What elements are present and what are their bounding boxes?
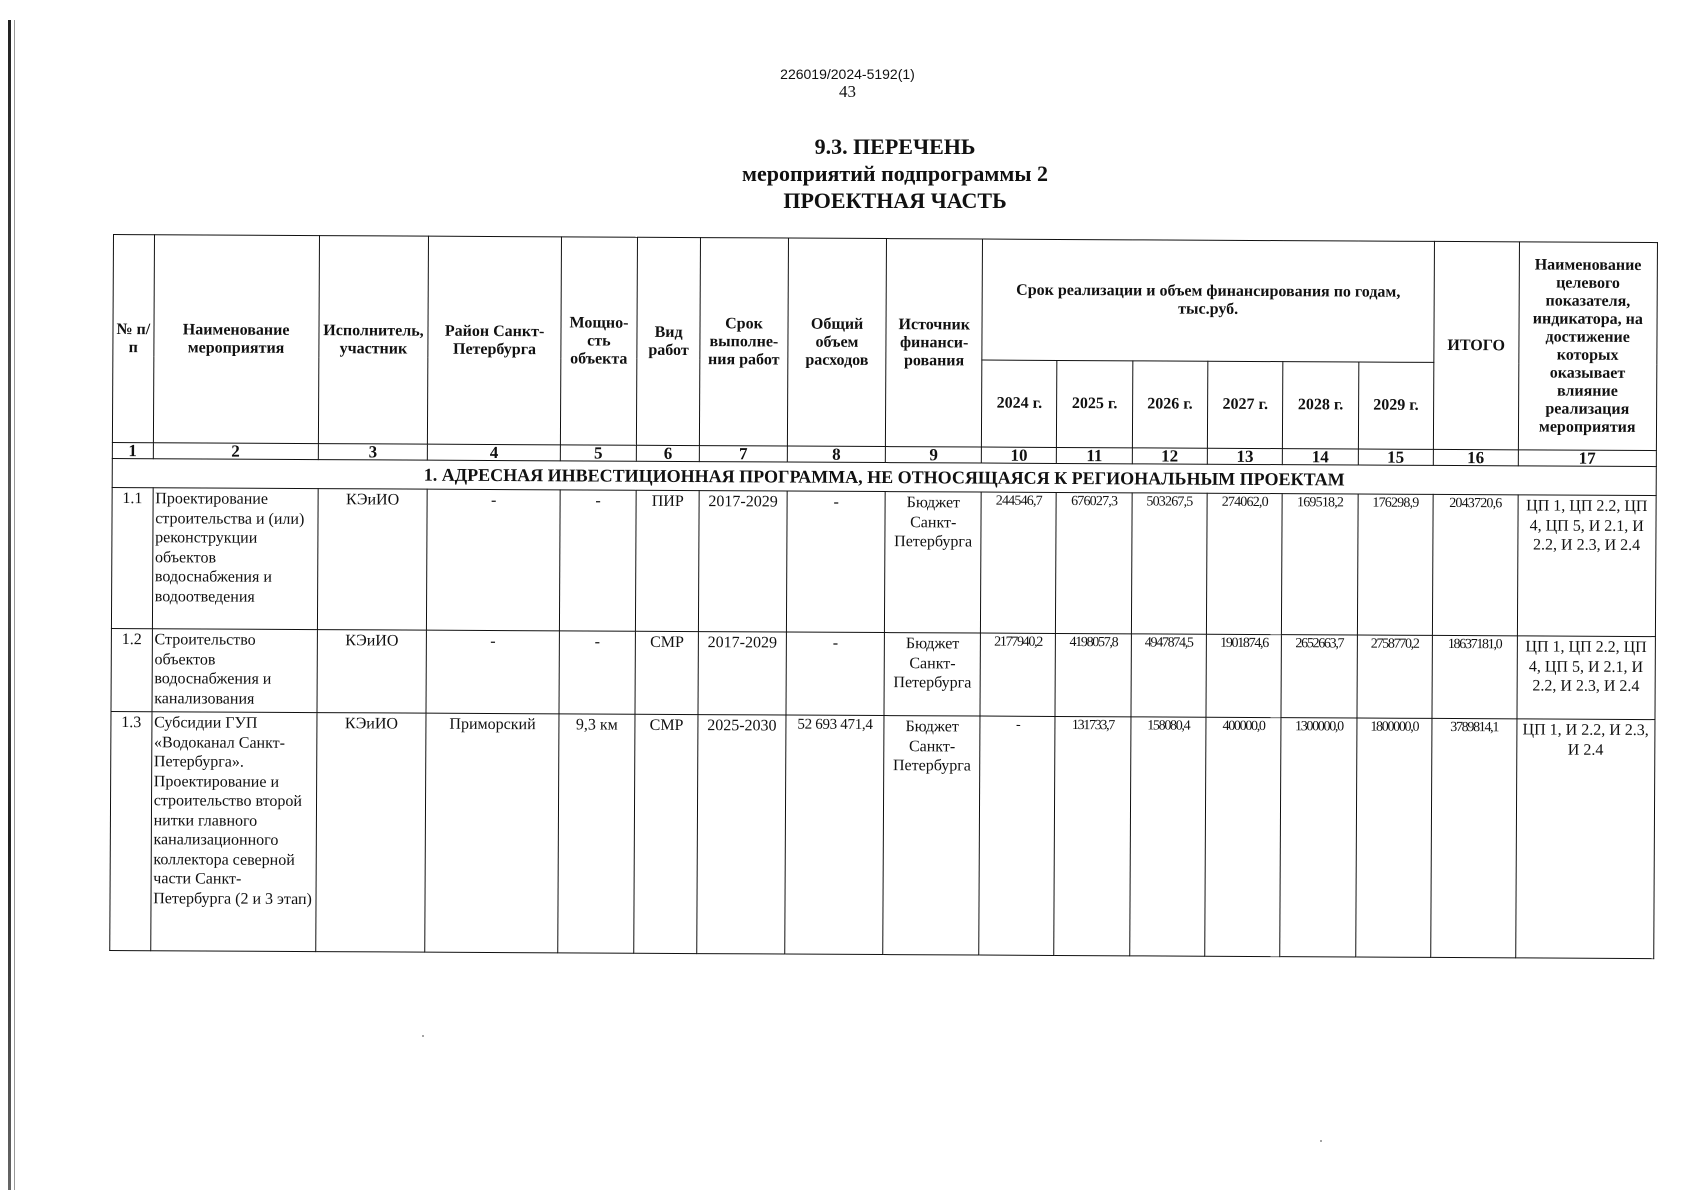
row-year-value: 2758770,2 [1357, 635, 1433, 718]
column-number: 16 [1433, 449, 1518, 465]
document-title [0, 133, 1695, 214]
header-district: Район Санкт-Петербурга [428, 236, 561, 445]
column-number: 3 [318, 444, 428, 461]
row-total-cost: - [786, 491, 885, 633]
column-number: 7 [700, 446, 788, 462]
column-number: 2 [153, 443, 318, 460]
header-row [113, 235, 1658, 364]
row-year-value: 4947874,5 [1131, 634, 1207, 717]
row-term: 2017-2029 [698, 632, 786, 715]
column-number: 8 [787, 446, 886, 463]
row-work-type: СМР [634, 714, 698, 953]
column-number: 10 [981, 447, 1056, 463]
header-source: Источник финанси-рования [886, 239, 983, 447]
row-name: Проектирование строительства и (или) реконструкции объектов водоснабжения и водоотведения [152, 488, 318, 630]
row-year-value: 169518,2 [1282, 494, 1358, 635]
column-number: 12 [1132, 448, 1207, 464]
row-year-value: 2652663,7 [1281, 635, 1357, 718]
row-district: - [427, 489, 560, 631]
row-source: Бюджет Санкт-Петербурга [883, 716, 980, 955]
measures-table [109, 234, 1658, 959]
row-year-value: 158080,4 [1129, 717, 1206, 956]
row-work-type: СМР [635, 631, 699, 714]
row-year-value: 676027,3 [1056, 492, 1132, 633]
header-year: 2027 г. [1207, 361, 1283, 448]
column-number: 9 [886, 447, 982, 464]
row-total: 2043720,6 [1432, 494, 1517, 635]
row-capacity: 9,3 км [558, 714, 636, 953]
header-name: Наименование мероприятия [153, 235, 319, 444]
row-term: 2017-2029 [699, 491, 787, 632]
row-district: - [426, 630, 559, 714]
row-year-value: 4198057,8 [1055, 633, 1131, 716]
title-line-3: ПРОЕКТНАЯ ЧАСТЬ [783, 188, 1007, 213]
header-term: Срок выполне-ния работ [700, 238, 789, 446]
table-row [111, 628, 1655, 719]
row-total: 3789814,1 [1431, 718, 1517, 957]
row-year-value: 131733,7 [1054, 716, 1131, 955]
header-year: 2025 г. [1057, 360, 1133, 447]
row-num: 1.1 [111, 487, 152, 628]
row-name: Строительство объектов водоснабжения и канализования [152, 629, 317, 713]
column-number: 4 [428, 444, 560, 461]
row-indicator: ЦП 1, ЦП 2.2, ЦП 4, ЦП 5, И 2.1, И 2.2, И 2.3, И 2.4 [1516, 636, 1655, 720]
row-num: 1.3 [110, 711, 152, 950]
row-total: 18637181,0 [1432, 635, 1517, 718]
row-source: Бюджет Санкт-Петербурга [885, 492, 981, 633]
row-year-value: 176298,9 [1357, 494, 1433, 635]
row-capacity: - [559, 490, 636, 631]
title-line-2: мероприятий подпрограммы 2 [741, 161, 1049, 186]
row-year-value: 244546,7 [981, 492, 1057, 633]
table-row [111, 487, 1656, 636]
row-year-value: 274062,0 [1206, 493, 1282, 634]
header-total-cost: Общий объем расходов [787, 238, 887, 447]
row-executor: КЭиИО [315, 713, 426, 953]
header-work-type: Вид работ [636, 237, 700, 445]
row-year-value: 2177940,2 [980, 633, 1056, 716]
column-number: 14 [1283, 449, 1358, 465]
row-work-type: ПИР [636, 490, 700, 631]
header-year: 2024 г. [981, 360, 1057, 447]
page-number: 43 [839, 82, 856, 101]
header-year: 2028 г. [1283, 362, 1359, 449]
header-num: № п/п [112, 235, 154, 443]
header-year: 2029 г. [1358, 362, 1434, 449]
header-indicator: Наименование целевого показателя, индикатора, на достижение которых оказывает влияние реализация мероприятия [1518, 242, 1658, 451]
table-row [110, 711, 1655, 958]
column-number: 15 [1358, 449, 1433, 465]
row-year-value: 503267,5 [1131, 493, 1207, 634]
header-executor: Исполнитель, участник [318, 236, 429, 445]
row-total-cost: - [786, 632, 885, 716]
row-executor: КЭиИО [317, 489, 428, 631]
row-term: 2025-2030 [697, 715, 786, 954]
row-total-cost: 52 693 471,4 [784, 715, 884, 955]
column-number: 13 [1207, 448, 1282, 464]
row-name: Субсидии ГУП «Водоканал Санкт-Петербурга». Проектирование и строительство второй нитки главного канализационного коллектора северной части Санкт-Петербурга (2 и 3 этап) [150, 712, 316, 952]
column-number: 5 [560, 445, 636, 461]
row-capacity: - [559, 631, 636, 714]
row-indicator: ЦП 1, ЦП 2.2, ЦП 4, ЦП 5, И 2.1, И 2.2, И 2.3, И 2.4 [1517, 495, 1656, 637]
title-line-1: 9.3. ПЕРЕЧЕНЬ [814, 134, 976, 159]
row-year-value: 1901874,6 [1206, 634, 1282, 717]
row-year-value: 1800000,0 [1355, 718, 1432, 957]
scan-speck [1320, 1140, 1322, 1142]
row-year-value: 1300000,0 [1280, 718, 1357, 957]
column-number: 1 [112, 442, 153, 458]
scan-speck [422, 1035, 424, 1037]
document-number: 226019/2024-5192(1) [780, 66, 915, 82]
section-title: 1. АДРЕСНАЯ ИНВЕСТИЦИОННАЯ ПРОГРАММА, НЕ ОТНОСЯЩАЯСЯ К РЕГИОНАЛЬНЫМ ПРОЕКТАМ [112, 458, 1656, 495]
row-num: 1.2 [111, 628, 152, 711]
row-indicator: ЦП 1, И 2.2, И 2.3, И 2.4 [1515, 719, 1655, 959]
row-year-value: - [979, 716, 1056, 955]
row-year-value: 400000,0 [1205, 717, 1282, 956]
row-executor: КЭиИО [317, 630, 427, 714]
column-number: 11 [1057, 447, 1132, 463]
header-funding-group: Срок реализации и объем финансирования по годам, тыс.руб. [982, 239, 1435, 362]
column-number: 6 [636, 445, 699, 461]
header-capacity: Мощно-сть объекта [560, 237, 637, 445]
row-district: Приморский [425, 713, 559, 953]
row-source: Бюджет Санкт-Петербурга [884, 633, 980, 716]
header-total: ИТОГО [1433, 241, 1519, 449]
header-year: 2026 г. [1132, 361, 1208, 448]
column-number: 17 [1518, 450, 1657, 467]
